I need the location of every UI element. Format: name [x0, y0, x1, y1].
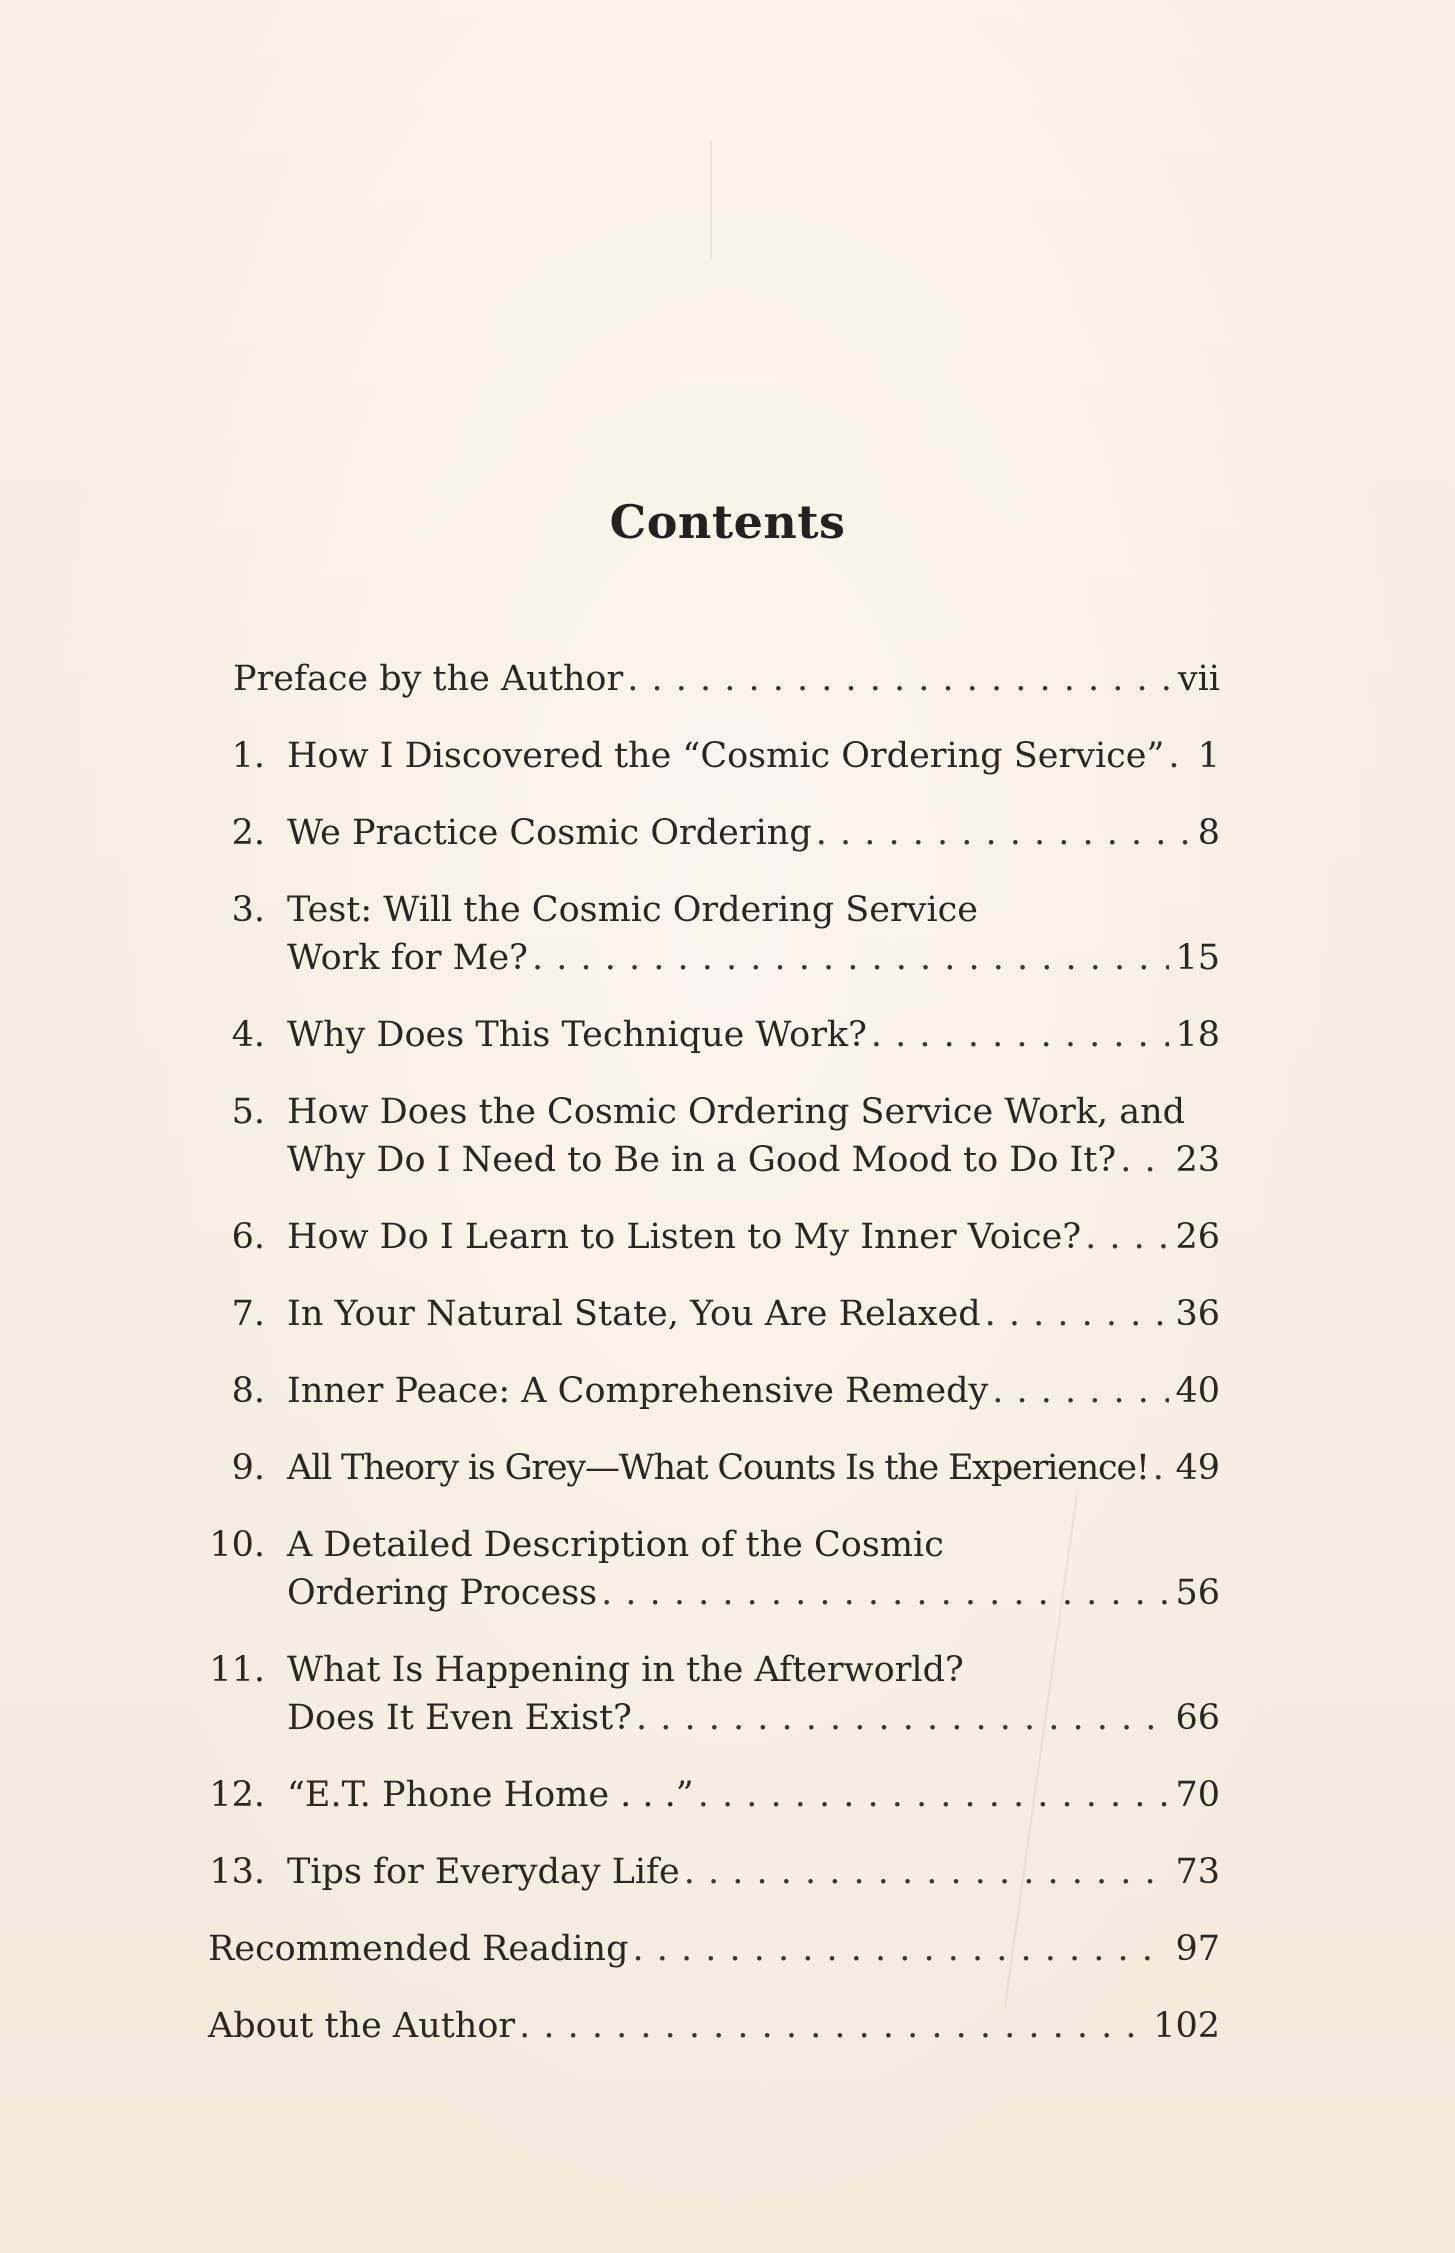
toc-page-number: 56 [1175, 1573, 1220, 1613]
dot-leader [985, 1290, 1170, 1338]
toc-page-number: vii [1177, 659, 1220, 699]
chapter-number: 5. [231, 1092, 265, 1132]
toc-entry-title: A Detailed Description of the Cosmic [287, 1525, 944, 1565]
toc-entry-title: What Is Happening in the Afterworld? [287, 1650, 964, 1690]
toc-entry-body [208, 2002, 1220, 2050]
toc-line [287, 1011, 1220, 1059]
toc-entry-title: How Does the Cosmic Ordering Service Work, and [287, 1092, 1186, 1132]
toc-line [287, 1367, 1220, 1415]
dot-leader [636, 1694, 1170, 1742]
dot-leader [698, 1771, 1170, 1819]
chapter-number: 9. [231, 1448, 265, 1488]
toc-line [287, 1771, 1220, 1819]
toc-line [208, 1925, 1220, 1973]
toc-entry-body [287, 1213, 1220, 1261]
dot-leader [1085, 1213, 1169, 1261]
toc-line [287, 1694, 1220, 1742]
toc-line [287, 1213, 1220, 1261]
toc-page-number: 40 [1175, 1371, 1220, 1411]
toc-entry-title: We Practice Cosmic Ordering [287, 813, 812, 853]
toc-entry-title: Inner Peace: A Comprehensive Remedy [287, 1371, 989, 1411]
toc-line [287, 886, 1220, 934]
dot-leader [627, 655, 1172, 703]
toc-line [287, 1290, 1220, 1338]
toc-entry-title: Preface by the Author [233, 659, 624, 699]
toc-line [287, 1136, 1220, 1184]
toc-line [287, 934, 1220, 982]
toc-entry-body [233, 655, 1220, 703]
toc-page-number: 102 [1153, 2006, 1220, 2046]
chapter-number: 13. [209, 1852, 265, 1892]
dot-leader [601, 1569, 1169, 1617]
toc-line [287, 732, 1220, 780]
toc-entry-body [287, 1367, 1220, 1415]
dot-leader [871, 1011, 1170, 1059]
toc-page-number: 8 [1197, 813, 1220, 853]
toc-entry-title: How I Discovered the “Cosmic Ordering Service” [287, 736, 1165, 776]
chapter-number: 6. [231, 1217, 265, 1257]
toc-line [208, 2002, 1220, 2050]
toc-entry-body [287, 1290, 1220, 1338]
chapter-number: 11. [209, 1650, 265, 1690]
chapter-number: 3. [231, 890, 265, 930]
chapter-number: 12. [209, 1775, 265, 1815]
chapter-number: 1. [231, 736, 265, 776]
toc-entry-title: Tips for Everyday Life [287, 1852, 680, 1892]
toc-entry-title-cont: Does It Even Exist? [287, 1698, 632, 1738]
toc-entry-title: Test: Will the Cosmic Ordering Service [287, 890, 978, 930]
toc-page-number: 18 [1175, 1015, 1220, 1055]
toc-line [287, 1646, 1220, 1694]
chapter-number: 4. [231, 1015, 265, 1055]
toc-entry-title-cont: Ordering Process [287, 1573, 598, 1613]
toc-entry-body [287, 1088, 1220, 1184]
toc-page-number: 36 [1175, 1294, 1220, 1334]
toc-line [287, 1569, 1220, 1617]
toc-entry-title: How Do I Learn to Listen to My Inner Voice? [287, 1217, 1082, 1257]
toc-page-number: 66 [1175, 1698, 1220, 1738]
table-of-contents [205, 0, 1220, 2253]
toc-line [287, 809, 1220, 857]
toc-line [233, 655, 1220, 703]
dot-leader [1153, 1444, 1170, 1492]
toc-page-number: 26 [1175, 1217, 1220, 1257]
dot-leader [1120, 1136, 1169, 1184]
toc-line [287, 1444, 1220, 1492]
toc-page-number: 70 [1175, 1775, 1220, 1815]
dot-leader [1168, 732, 1191, 780]
dot-leader [816, 809, 1192, 857]
toc-entry-title: “E.T. Phone Home . . .” [287, 1775, 694, 1815]
chapter-number: 7. [231, 1294, 265, 1334]
toc-entry-body [287, 1521, 1220, 1617]
toc-page-number: 15 [1175, 938, 1220, 978]
toc-entry-body [287, 886, 1220, 982]
dot-leader [684, 1848, 1170, 1896]
toc-entry-body [287, 732, 1220, 780]
dot-leader [992, 1367, 1169, 1415]
toc-page-number: 97 [1175, 1929, 1220, 1969]
toc-line [287, 1848, 1220, 1896]
dot-leader [519, 2002, 1147, 2050]
toc-entry-body [287, 1646, 1220, 1742]
toc-entry-body [287, 1848, 1220, 1896]
toc-page-number: 1 [1197, 736, 1220, 776]
toc-entry-title: All Theory is Grey—What Counts Is the Experience! [287, 1448, 1149, 1488]
toc-entry-title-cont: Work for Me? [287, 938, 528, 978]
toc-entry-body [287, 809, 1220, 857]
chapter-number: 2. [231, 813, 265, 853]
chapter-number: 10. [209, 1525, 265, 1565]
toc-page-number: 23 [1175, 1140, 1220, 1180]
toc-entry-title: Recommended Reading [208, 1929, 629, 1969]
toc-entry-body [287, 1444, 1220, 1492]
page-title: Contents [609, 495, 846, 549]
toc-entry-title: In Your Natural State, You Are Relaxed [287, 1294, 981, 1334]
chapter-number: 8. [231, 1371, 265, 1411]
toc-line [287, 1521, 1220, 1569]
toc-entry-title: About the Author [208, 2006, 516, 2046]
toc-entry-title: Why Does This Technique Work? [287, 1015, 867, 1055]
toc-entry-body [287, 1011, 1220, 1059]
dot-leader [532, 934, 1170, 982]
toc-entry-body [287, 1771, 1220, 1819]
dot-leader [633, 1925, 1170, 1973]
toc-page-number: 49 [1175, 1448, 1220, 1488]
toc-line [287, 1088, 1220, 1136]
toc-page-number: 73 [1175, 1852, 1220, 1892]
toc-entry-title-cont: Why Do I Need to Be in a Good Mood to Do It? [287, 1140, 1117, 1180]
toc-entry-body [208, 1925, 1220, 1973]
